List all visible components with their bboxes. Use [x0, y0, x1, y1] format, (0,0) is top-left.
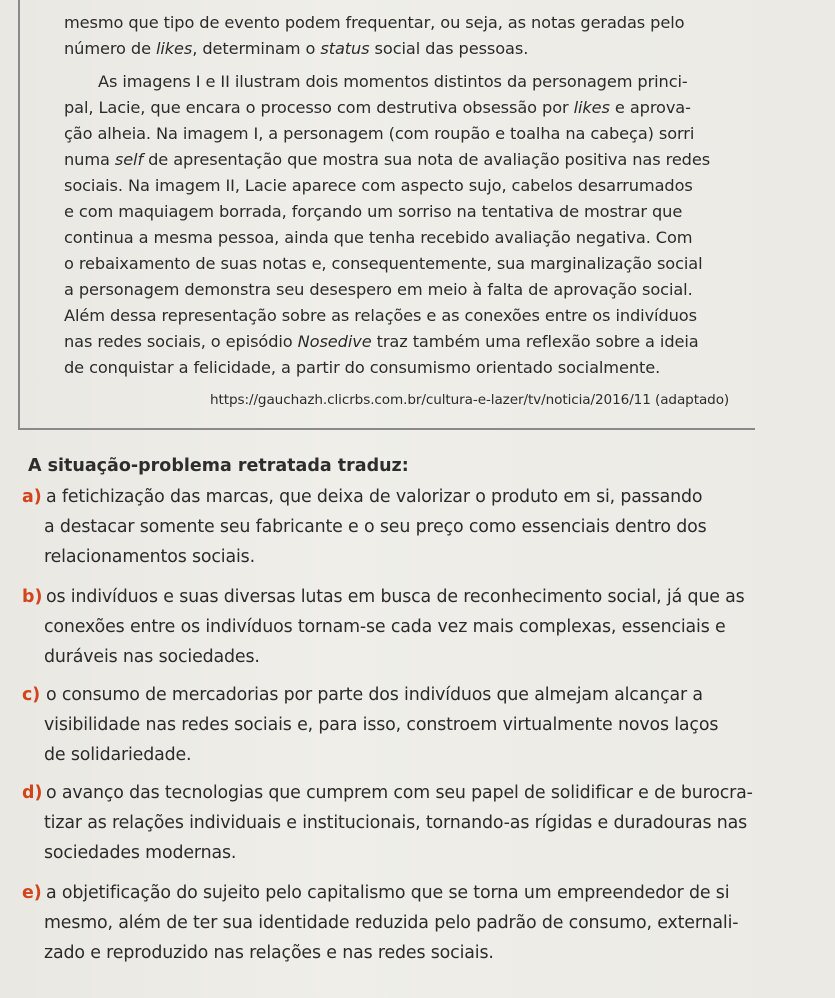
option-d-text: o avanço das tecnologias que cumprem com seu papel de solidificar e de burocra- — [46, 783, 753, 803]
source-citation: https://gauchazh.clicrbs.com.br/cultura-e-lazer/tv/noticia/2016/11 (adaptado) — [210, 392, 730, 408]
option-e-text: zado e reproduzido nas relações e nas redes sociais. — [44, 943, 494, 963]
option-c-letter: c) — [22, 685, 41, 705]
option-a-text: a destacar somente seu fabricante e o seu preço como essenciais dentro dos — [44, 517, 707, 537]
passage-line: pal, Lacie, que encara o processo com destrutiva obsessão por likes e aprova- — [64, 98, 691, 117]
passage-line: numa self de apresentação que mostra sua nota de avaliação positiva nas redes — [64, 150, 711, 169]
option-c-text: de solidariedade. — [44, 745, 192, 765]
passage-line: e com maquiagem borrada, forçando um sorriso na tentativa de mostrar que — [64, 202, 683, 221]
option-a-text: a fetichização das marcas, que deixa de valorizar o produto em si, passando — [46, 487, 703, 507]
passage-line: ção alheia. Na imagem I, a personagem (com roupão e toalha na cabeça) sorri — [64, 124, 695, 143]
passage-line: de conquistar a felicidade, a partir do consumismo orientado socialmente. — [64, 358, 661, 377]
passage-line: nas redes sociais, o episódio Nosedive traz também uma reflexão sobre a ideia — [64, 332, 699, 351]
option-a-letter: a) — [22, 487, 42, 507]
passage-line: número de likes, determinam o status social das pessoas. — [64, 39, 529, 58]
option-b-text: duráveis nas sociedades. — [44, 647, 260, 667]
option-e-text: mesmo, além de ter sua identidade reduzida pelo padrão de consumo, externali- — [44, 913, 739, 933]
passage-line: o rebaixamento de suas notas e, consequentemente, sua marginalização social — [64, 254, 703, 273]
option-e-text: a objetificação do sujeito pelo capitalismo que se torna um empreendedor de si — [46, 883, 730, 903]
option-a-text: relacionamentos sociais. — [44, 547, 255, 567]
question-prompt: A situação-problema retratada traduz: — [28, 456, 409, 476]
option-e-letter: e) — [22, 883, 42, 903]
option-c-text: visibilidade nas redes sociais e, para isso, constroem virtualmente novos laços — [44, 715, 719, 735]
passage-line: Além dessa representação sobre as relações e as conexões entre os indivíduos — [64, 306, 697, 325]
option-b-text: conexões entre os indivíduos tornam-se cada vez mais complexas, essenciais e — [44, 617, 726, 637]
option-d-text: tizar as relações individuais e institucionais, tornando-as rígidas e duradouras nas — [44, 813, 748, 833]
passage-box — [18, 0, 755, 430]
passage-line: continua a mesma pessoa, ainda que tenha recebido avaliação negativa. Com — [64, 228, 693, 247]
option-d-text: sociedades modernas. — [44, 843, 237, 863]
option-b-text: os indivíduos e suas diversas lutas em busca de reconhecimento social, já que as — [46, 587, 745, 607]
option-b-letter: b) — [22, 587, 43, 607]
passage-line: sociais. Na imagem II, Lacie aparece com aspecto sujo, cabelos desarrumados — [64, 176, 693, 195]
option-c-text: o consumo de mercadorias por parte dos indivíduos que almejam alcançar a — [46, 685, 703, 705]
option-d-letter: d) — [22, 783, 43, 803]
passage-line: As imagens I e II ilustram dois momentos distintos da personagem princi- — [98, 72, 688, 91]
passage-line: a personagem demonstra seu desespero em meio à falta de aprovação social. — [64, 280, 693, 299]
passage-line: mesmo que tipo de evento podem frequentar, ou seja, as notas geradas pelo — [64, 13, 685, 32]
